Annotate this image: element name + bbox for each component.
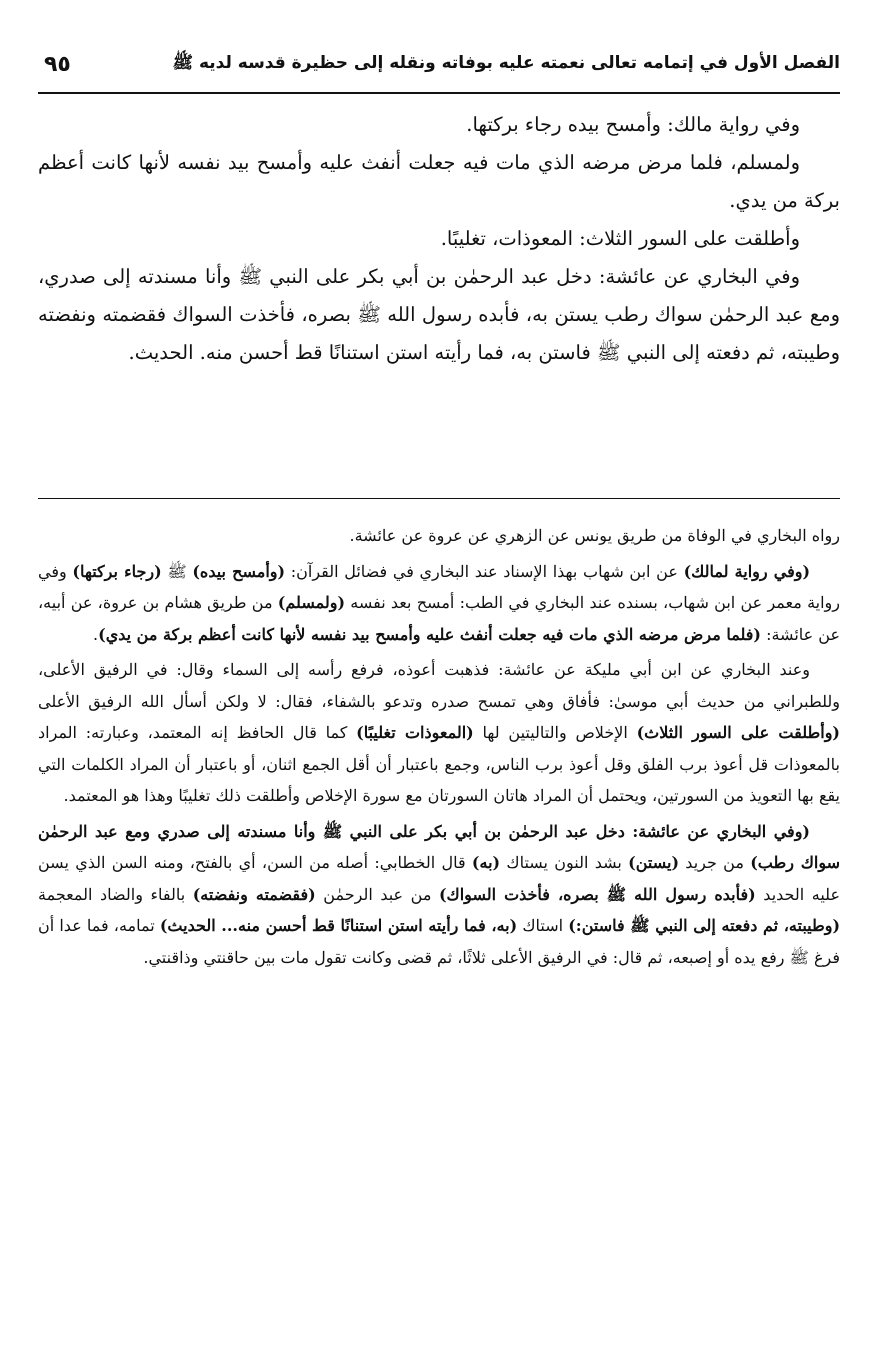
main-paragraph-1: وفي رواية مالك: وأمسح بيده رجاء بركتها. bbox=[466, 113, 800, 136]
commentary-text: عن ابن شهاب بهذا الإسناد عند البخاري في فضائل القرآن: bbox=[285, 561, 684, 581]
quoted-text: (المعوذات تغليبًا) bbox=[356, 723, 474, 742]
quoted-text: (فأبده رسول الله ﷺ بصره، فأخذت السواك) bbox=[438, 884, 756, 904]
commentary bbox=[38, 520, 840, 977]
main-paragraph-2: ولمسلم، فلما مرض مرضه الذي مات فيه جعلت أنفث عليه وأمسح بيد نفسه لأنها كانت أعظم بركة من يدي. bbox=[38, 151, 840, 212]
quoted-text: (رجاء بركتها) bbox=[72, 561, 162, 581]
quoted-text: (وطيبته، ثم دفعته إلى النبي ﷺ فاستن:) bbox=[568, 916, 841, 935]
commentary-text: الإخلاص والتاليتين لها bbox=[473, 723, 637, 742]
quoted-text: (وفي البخاري عن عائشة: دخل عبد الرحمٰن بن أبي بكر على النبي ﷺ وأنا مسندته إلى صدري ومع عبد الرحمٰن سواك رطب) bbox=[38, 821, 841, 872]
quoted-text: (به) bbox=[471, 853, 501, 872]
quoted-text: (وأطلقت على السور الثلاث) bbox=[636, 723, 841, 742]
commentary-text: بشد النون يستاك bbox=[500, 853, 629, 872]
main-paragraph-3: وأطلقت على السور الثلاث: المعوذات، تغليبًا. bbox=[440, 227, 800, 250]
commentary-text: قال الخطابي: أصله من السن، أي بالفتح، ومنه السن الذي يسن عليه الحديد bbox=[38, 853, 840, 904]
quoted-text: (فلما مرض مرضه الذي مات فيه جعلت أنفث عليه وأمسح بيد نفسه لأنها كانت أعظم بركة من يدي) bbox=[98, 624, 761, 644]
quoted-text: (ولمسلم) bbox=[277, 593, 346, 612]
book-page bbox=[38, 30, 840, 1340]
commentary-text: استاك bbox=[517, 916, 569, 935]
commentary-text: من جريد bbox=[679, 853, 751, 872]
quoted-text: (وأمسح بيده) bbox=[192, 561, 286, 581]
quoted-text: (فقضمته ونفضته) bbox=[192, 884, 316, 904]
commentary-text: ﷺ bbox=[161, 561, 193, 581]
commentary-text: تمامه، فما عدا أن فرغ ﷺ رفع يده أو إصبعه، ثم قال: في الرفيق الأعلى ثلاثًا، ثم قضى وكانت تقول مات بين حاقنتي وذاقنتي. bbox=[38, 916, 840, 967]
header-rule bbox=[38, 92, 840, 94]
commentary-text: وفي رواية معمر عن ابن شهاب، بسنده عند البخاري في الطب: أمسح بعد نفسه bbox=[38, 561, 840, 612]
commentary-paragraph-2 bbox=[38, 556, 840, 651]
quoted-text: (يستن) bbox=[628, 853, 680, 872]
commentary-text: من عبد الرحمٰن bbox=[315, 884, 439, 904]
main-text bbox=[38, 106, 840, 372]
commentary-text: كما قال الحافظ إنه المعتمد، وعبارته: المراد بالمعوذات قل أعوذ برب الفلق وقل أعوذ برب الناس، وجمع باعتبار أن أقل الجمع اثنان، أو باعتبار أن المراد الكلمات التي يقع بها التعويذ من السورتين، ويحتمل أن المراد هاتان السورتان مع سورة الإخلاص وأطلقت ذلك تغليبًا وهذا هو المعتمد. bbox=[38, 723, 840, 805]
commentary-text: وعند البخاري عن ابن أبي مليكة عن عائشة: فذهبت أعوذه، فرفع رأسه إلى السماء وقال: في الرفيق الأعلى، وللطبراني من حديث أبي موسىٰ: فأفاق وهي تمسح صدره وتدعو بالشفاء، فقال: لا ولكن أسأل الله الرفيق الأعلى bbox=[38, 660, 840, 711]
commentary-paragraph-4 bbox=[38, 816, 840, 974]
commentary-text: . bbox=[93, 624, 99, 644]
commentary-text: بالفاء والضاد المعجمة bbox=[38, 884, 193, 904]
commentary-text: من طريق هشام بن عروة، عن أبيه، عن عائشة: bbox=[38, 593, 840, 644]
page-number: ٩٥ bbox=[44, 51, 71, 77]
running-title: الفصل الأول في إتمامه تعالى نعمته عليه بوفاته ونقله إلى حظيرة قدسه لديه ﷺ bbox=[172, 52, 840, 73]
running-header bbox=[38, 44, 840, 84]
commentary-paragraph-3 bbox=[38, 654, 840, 812]
footnote-separator bbox=[38, 498, 840, 499]
quoted-text: (وفي رواية لمالك) bbox=[683, 561, 811, 581]
commentary-paragraph-1: رواه البخاري في الوفاة من طريق يونس عن الزهري عن عروة عن عائشة. bbox=[349, 526, 840, 545]
main-paragraph-4: وفي البخاري عن عائشة: دخل عبد الرحمٰن بن أبي بكر على النبي ﷺ وأنا مسندته إلى صدري، ومع عبد الرحمٰن سواك رطب يستن به، فأبده رسول الله ﷺ بصره، فأخذت السواك فقضمته ونفضته وطيبته، ثم دفعته إلى النبي ﷺ فاستن به، فما رأيته استن استنانًا قط أحسن منه. الحديث. bbox=[38, 265, 840, 364]
quoted-text: (به، فما رأيته استن استنانًا قط أحسن منه... الحديث) bbox=[159, 916, 518, 935]
